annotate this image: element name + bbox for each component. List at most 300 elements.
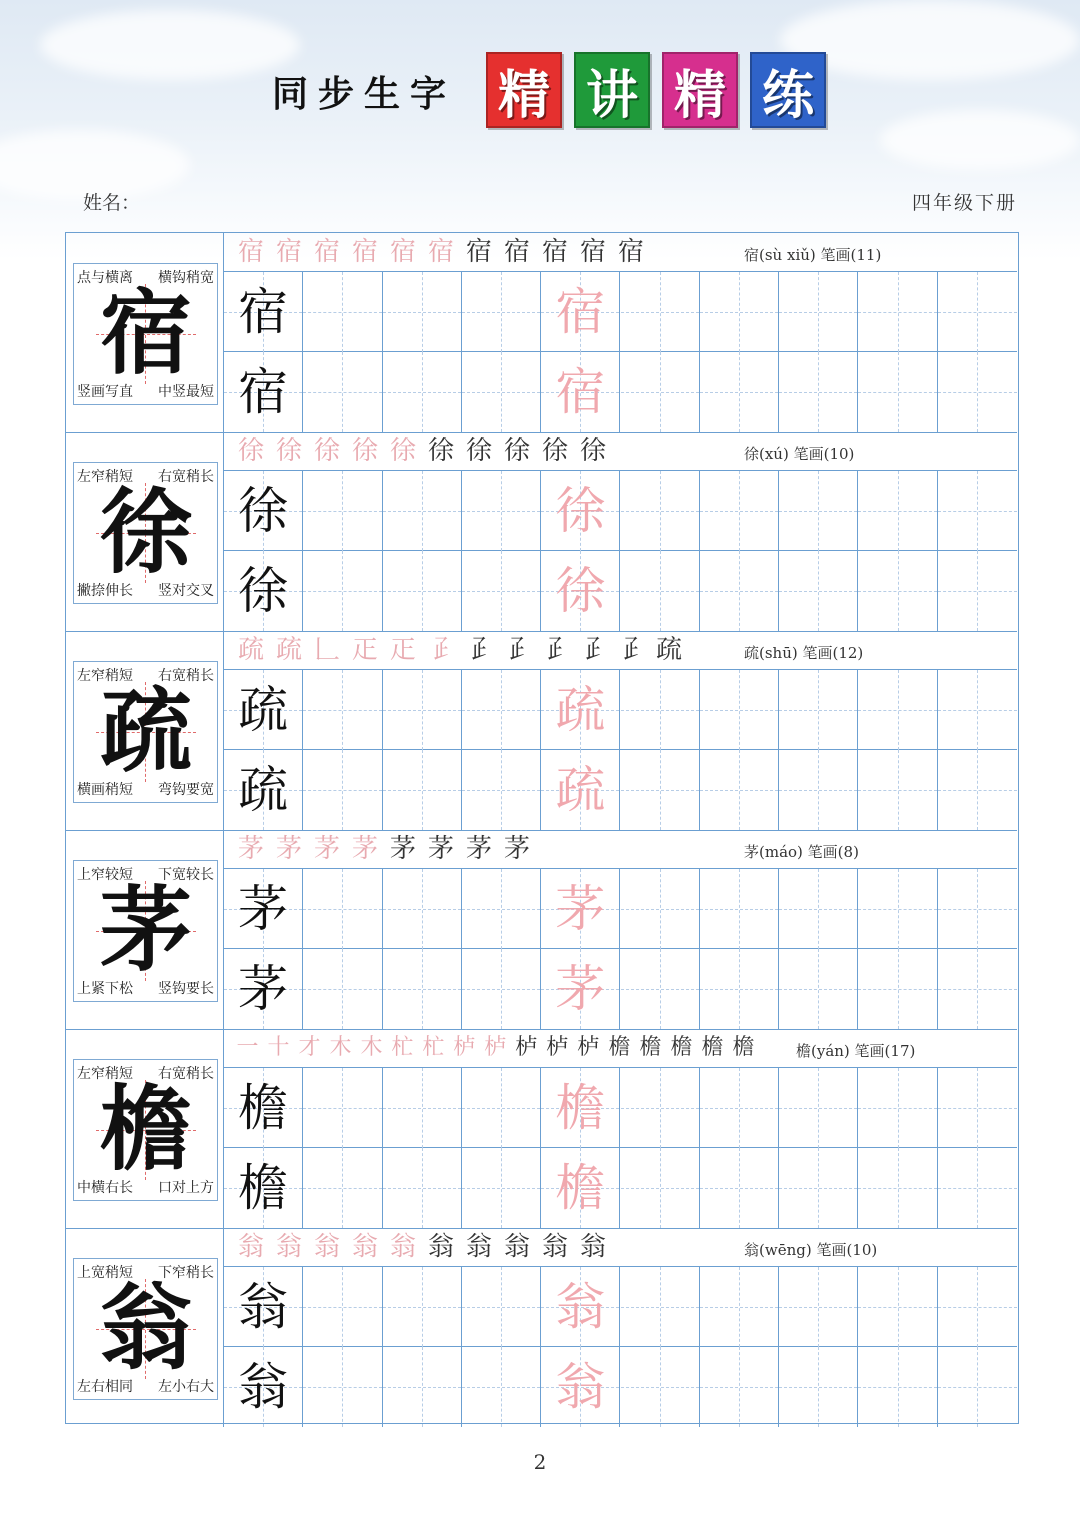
- cell-guide: [303, 710, 381, 711]
- practice-cell[interactable]: [938, 551, 1017, 631]
- stroke-step: 栌: [453, 1035, 476, 1060]
- practice-cell[interactable]: [224, 1148, 303, 1228]
- practice-cell[interactable]: [224, 272, 303, 352]
- practice-cell[interactable]: [779, 1068, 858, 1148]
- practice-cell[interactable]: [621, 1347, 700, 1427]
- block-divider: [66, 1228, 1017, 1229]
- stroke-step: 茅: [351, 834, 378, 864]
- cell-guide: [700, 989, 778, 990]
- stroke-step: 檐: [701, 1035, 724, 1060]
- practice-row: [224, 551, 1017, 631]
- stroke-step: 杧: [391, 1035, 414, 1060]
- cell-guide: [383, 989, 461, 990]
- practice-cell[interactable]: [700, 949, 779, 1029]
- practice-cell[interactable]: [541, 551, 620, 631]
- stroke-step: 宿: [617, 237, 644, 267]
- cell-guide: [383, 909, 461, 910]
- cell-guide: [700, 312, 778, 313]
- cell-guide: [462, 392, 540, 393]
- name-label: 姓名：: [83, 192, 141, 214]
- cell-guide: [303, 909, 381, 910]
- practice-cell[interactable]: [779, 1267, 858, 1347]
- practice-cell[interactable]: [779, 869, 858, 949]
- practice-cell[interactable]: [303, 352, 382, 432]
- stroke-step: 徐: [389, 436, 416, 466]
- title-badges: [486, 52, 826, 128]
- block-divider: [66, 432, 1017, 433]
- practice-cell[interactable]: [858, 949, 937, 1029]
- stroke-step: 徐: [465, 436, 492, 466]
- stroke-step: 宿: [351, 237, 378, 267]
- stroke-step: 翁: [579, 1232, 606, 1262]
- practice-cell[interactable]: [462, 949, 541, 1029]
- cell-guide: [938, 909, 1017, 910]
- cell-guide: [858, 511, 936, 512]
- stroke-step: 徐: [275, 436, 302, 466]
- practice-cell[interactable]: [938, 869, 1017, 949]
- practice-cell[interactable]: [303, 869, 382, 949]
- writing-tips-card: [66, 631, 224, 830]
- practice-cell[interactable]: [462, 1148, 541, 1228]
- cell-guide: [779, 909, 857, 910]
- practice-cell[interactable]: [224, 1068, 303, 1148]
- cell-guide: [858, 1387, 936, 1388]
- stroke-step: 翁: [351, 1232, 378, 1262]
- pinyin-stroke-count: 茅(máo) 笔画(8): [744, 843, 859, 861]
- cell-guide: [858, 312, 936, 313]
- practice-cell[interactable]: [858, 471, 937, 551]
- cell-guide: [938, 1307, 1017, 1308]
- practice-cell[interactable]: [700, 1148, 779, 1228]
- writing-tip: 上宽稍短: [77, 1265, 133, 1281]
- cell-guide: [938, 710, 1017, 711]
- practice-cell[interactable]: [303, 670, 382, 750]
- cell-guide: [700, 790, 778, 791]
- title-badge: 练: [750, 52, 826, 128]
- practice-cell[interactable]: [700, 670, 779, 750]
- stroke-step: 𤴔: [465, 635, 492, 665]
- stroke-order-row: [224, 1228, 1017, 1267]
- writing-tip: 竖画写直: [77, 384, 133, 400]
- writing-tip: 中横右长: [77, 1180, 133, 1196]
- cell-guide: [462, 909, 540, 910]
- practice-cell[interactable]: [621, 750, 700, 830]
- stroke-step: 翁: [503, 1232, 530, 1262]
- writing-tip: 竖对交叉: [158, 583, 214, 599]
- practice-cell[interactable]: [621, 471, 700, 551]
- practice-sheet: [65, 232, 1019, 1424]
- practice-cell[interactable]: [541, 1148, 620, 1228]
- practice-cell[interactable]: [938, 272, 1017, 352]
- practice-cell[interactable]: [224, 949, 303, 1029]
- practice-cell[interactable]: [541, 1068, 620, 1148]
- practice-cell[interactable]: [224, 551, 303, 631]
- cell-guide: [462, 710, 540, 711]
- stroke-order-row: [224, 631, 1017, 670]
- practice-cell[interactable]: [858, 1148, 937, 1228]
- practice-area: [224, 432, 1017, 631]
- practice-cell[interactable]: [462, 551, 541, 631]
- trace-character: 宿: [555, 363, 606, 421]
- practice-cell[interactable]: [383, 471, 462, 551]
- trace-character: 徐: [555, 562, 606, 620]
- practice-cell[interactable]: [541, 750, 620, 830]
- practice-area: [224, 1029, 1017, 1228]
- stroke-step: 𠃊: [313, 635, 340, 665]
- practice-cell[interactable]: [779, 949, 858, 1029]
- practice-row: [224, 869, 1017, 949]
- stroke-step: 𤴔: [427, 635, 454, 665]
- writing-tip: 左窄稍短: [77, 668, 133, 684]
- practice-cell[interactable]: [541, 1267, 620, 1347]
- cell-guide: [621, 312, 699, 313]
- practice-row: [224, 750, 1017, 830]
- cell-guide: [779, 710, 857, 711]
- model-character-box: [73, 462, 218, 604]
- practice-row: [224, 1148, 1017, 1228]
- writing-tip: 横画稍短: [77, 782, 133, 798]
- practice-cell[interactable]: [779, 1347, 858, 1427]
- cell-guide: [779, 511, 857, 512]
- example-character: 翁: [238, 1278, 289, 1336]
- character-block: [66, 830, 1017, 1029]
- writing-tips-card: [66, 233, 224, 432]
- cell-guide: [779, 1307, 857, 1308]
- stroke-step: 茅: [503, 834, 530, 864]
- writing-tip: 下窄稍长: [158, 1265, 214, 1281]
- practice-cell[interactable]: [541, 670, 620, 750]
- practice-cell[interactable]: [303, 949, 382, 1029]
- stroke-step: 𤴔: [503, 635, 530, 665]
- stroke-order-row: [224, 830, 1017, 869]
- stroke-step: 宿: [275, 237, 302, 267]
- practice-cell[interactable]: [541, 949, 620, 1029]
- practice-cell[interactable]: [779, 352, 858, 432]
- practice-row: [224, 471, 1017, 551]
- practice-cell[interactable]: [383, 949, 462, 1029]
- stroke-step: 𤴔: [579, 635, 606, 665]
- practice-cell[interactable]: [938, 352, 1017, 432]
- practice-cell[interactable]: [858, 1347, 937, 1427]
- stroke-step: 翁: [313, 1232, 340, 1262]
- model-character: 翁: [99, 1275, 192, 1382]
- stroke-step: 宿: [465, 237, 492, 267]
- practice-area: [224, 1228, 1017, 1427]
- practice-cell[interactable]: [462, 869, 541, 949]
- trace-character: 翁: [555, 1358, 606, 1416]
- cell-guide: [303, 312, 381, 313]
- stroke-step: 木: [360, 1035, 383, 1060]
- writing-tip: 左小右大: [158, 1379, 214, 1395]
- cell-guide: [779, 1188, 857, 1189]
- practice-cell[interactable]: [858, 670, 937, 750]
- practice-cell[interactable]: [462, 272, 541, 352]
- writing-tip: 口对上方: [158, 1180, 214, 1196]
- practice-cell[interactable]: [779, 551, 858, 631]
- practice-cell[interactable]: [700, 352, 779, 432]
- practice-cell[interactable]: [462, 352, 541, 432]
- stroke-step: 一: [236, 1035, 259, 1060]
- stroke-step: 徐: [427, 436, 454, 466]
- writing-tip: 中竖最短: [158, 384, 214, 400]
- cell-guide: [858, 909, 936, 910]
- stroke-step: 茅: [389, 834, 416, 864]
- cell-guide: [779, 392, 857, 393]
- cell-guide: [621, 989, 699, 990]
- model-character-box: [73, 860, 218, 1002]
- writing-tips-card: [66, 1029, 224, 1228]
- cell-guide: [700, 1387, 778, 1388]
- cell-guide: [700, 1108, 778, 1109]
- stroke-step: 十: [267, 1035, 290, 1060]
- practice-cell[interactable]: [541, 272, 620, 352]
- writing-tips-card: [66, 1228, 224, 1427]
- writing-tip: 左窄稍短: [77, 469, 133, 485]
- practice-cell[interactable]: [303, 471, 382, 551]
- page-title: 同步生字: [272, 74, 457, 115]
- practice-cell[interactable]: [938, 471, 1017, 551]
- practice-cell[interactable]: [621, 670, 700, 750]
- practice-cell[interactable]: [779, 750, 858, 830]
- cell-guide: [383, 1188, 461, 1189]
- cell-guide: [858, 392, 936, 393]
- practice-cell[interactable]: [383, 1267, 462, 1347]
- practice-cell[interactable]: [858, 1068, 937, 1148]
- practice-cell[interactable]: [462, 471, 541, 551]
- stroke-step: 宿: [427, 237, 454, 267]
- practice-cell[interactable]: [858, 1267, 937, 1347]
- title-badge: 精: [662, 52, 738, 128]
- cell-guide: [858, 1307, 936, 1308]
- trace-character: 疏: [555, 761, 606, 819]
- practice-cell[interactable]: [858, 869, 937, 949]
- cell-guide: [383, 312, 461, 313]
- stroke-step: 栌: [546, 1035, 569, 1060]
- practice-cell[interactable]: [700, 869, 779, 949]
- character-block: [66, 1228, 1017, 1427]
- practice-cell[interactable]: [224, 1347, 303, 1427]
- cell-guide: [462, 1387, 540, 1388]
- stroke-step: 茅: [275, 834, 302, 864]
- stroke-step: 翁: [541, 1232, 568, 1262]
- practice-cell[interactable]: [621, 551, 700, 631]
- practice-cell[interactable]: [383, 750, 462, 830]
- practice-cell[interactable]: [224, 869, 303, 949]
- cell-guide: [938, 392, 1017, 393]
- practice-cell[interactable]: [621, 1148, 700, 1228]
- stroke-order-sequence: [234, 1231, 610, 1263]
- stroke-order-row: [224, 233, 1017, 272]
- trace-character: 茅: [555, 960, 606, 1018]
- practice-cell[interactable]: [700, 1267, 779, 1347]
- practice-cell[interactable]: [383, 869, 462, 949]
- cell-guide: [621, 591, 699, 592]
- practice-cell[interactable]: [303, 272, 382, 352]
- cell-guide: [303, 392, 381, 393]
- block-divider: [66, 631, 1017, 632]
- stroke-step: 茅: [313, 834, 340, 864]
- practice-cell[interactable]: [303, 1068, 382, 1148]
- stroke-step: 宿: [313, 237, 340, 267]
- practice-cell[interactable]: [303, 1267, 382, 1347]
- practice-cell[interactable]: [383, 272, 462, 352]
- model-character: 茅: [99, 877, 192, 984]
- stroke-step: 𤴔: [617, 635, 644, 665]
- block-divider: [66, 1029, 1017, 1030]
- stroke-step: 茅: [237, 834, 264, 864]
- writing-tip: 右宽稍长: [158, 469, 214, 485]
- example-character: 疏: [238, 761, 289, 819]
- practice-cell[interactable]: [621, 1267, 700, 1347]
- practice-cell[interactable]: [858, 551, 937, 631]
- example-character: 疏: [238, 681, 289, 739]
- cell-guide: [938, 790, 1017, 791]
- practice-cell[interactable]: [938, 1068, 1017, 1148]
- practice-cell[interactable]: [303, 750, 382, 830]
- stroke-step: 徐: [351, 436, 378, 466]
- stroke-step: 疏: [655, 635, 682, 665]
- cell-guide: [621, 1307, 699, 1308]
- cell-guide: [303, 591, 381, 592]
- practice-cell[interactable]: [621, 869, 700, 949]
- practice-cell[interactable]: [938, 1148, 1017, 1228]
- practice-row: [224, 1347, 1017, 1427]
- practice-cell[interactable]: [700, 1068, 779, 1148]
- practice-cell[interactable]: [383, 551, 462, 631]
- practice-cell[interactable]: [938, 670, 1017, 750]
- cell-guide: [779, 591, 857, 592]
- practice-cell[interactable]: [383, 1148, 462, 1228]
- practice-cell[interactable]: [383, 352, 462, 432]
- practice-cell[interactable]: [700, 272, 779, 352]
- practice-cell[interactable]: [303, 1347, 382, 1427]
- example-character: 徐: [238, 562, 289, 620]
- practice-cell[interactable]: [700, 1347, 779, 1427]
- practice-cell[interactable]: [541, 1347, 620, 1427]
- model-character-box: [73, 661, 218, 803]
- practice-cell[interactable]: [700, 471, 779, 551]
- model-character-box: [73, 1258, 218, 1400]
- example-character: 徐: [238, 482, 289, 540]
- practice-cell[interactable]: [383, 670, 462, 750]
- writing-tips-card: [66, 432, 224, 631]
- practice-cell[interactable]: [303, 551, 382, 631]
- practice-cell[interactable]: [858, 750, 937, 830]
- practice-cell[interactable]: [700, 551, 779, 631]
- sky-background: [0, 0, 1080, 260]
- practice-cell[interactable]: [224, 750, 303, 830]
- practice-cell[interactable]: [621, 949, 700, 1029]
- practice-cell[interactable]: [303, 1148, 382, 1228]
- practice-cell[interactable]: [224, 471, 303, 551]
- example-character: 檐: [238, 1079, 289, 1137]
- stroke-order-sequence: [234, 634, 686, 666]
- practice-row: [224, 949, 1017, 1029]
- practice-cell[interactable]: [541, 352, 620, 432]
- cell-guide: [462, 591, 540, 592]
- practice-cell[interactable]: [779, 272, 858, 352]
- cell-guide: [621, 1188, 699, 1189]
- practice-cell[interactable]: [383, 1347, 462, 1427]
- practice-cell[interactable]: [700, 750, 779, 830]
- practice-cell[interactable]: [938, 750, 1017, 830]
- stroke-step: 𤴓: [351, 635, 378, 665]
- practice-cell[interactable]: [224, 352, 303, 432]
- stroke-order-sequence: [234, 1032, 757, 1064]
- cell-guide: [621, 790, 699, 791]
- cell-guide: [303, 790, 381, 791]
- writing-tip: 左窄稍短: [77, 1066, 133, 1082]
- example-character: 檐: [238, 1159, 289, 1217]
- stroke-step: 宿: [503, 237, 530, 267]
- stroke-order-sequence: [234, 833, 534, 865]
- practice-cell[interactable]: [858, 352, 937, 432]
- cell-guide: [303, 1307, 381, 1308]
- practice-cell[interactable]: [938, 1347, 1017, 1427]
- model-character: 檐: [99, 1076, 192, 1183]
- stroke-order-row: [224, 1029, 1017, 1068]
- practice-cell[interactable]: [462, 750, 541, 830]
- cell-guide: [700, 909, 778, 910]
- practice-cell[interactable]: [541, 869, 620, 949]
- cell-guide: [462, 790, 540, 791]
- stroke-step: 栌: [484, 1035, 507, 1060]
- stroke-step: 檐: [639, 1035, 662, 1060]
- practice-cell[interactable]: [224, 670, 303, 750]
- cell-guide: [779, 312, 857, 313]
- practice-cell[interactable]: [621, 352, 700, 432]
- stroke-step: 檐: [670, 1035, 693, 1060]
- practice-cell[interactable]: [938, 1267, 1017, 1347]
- writing-tip: 下宽较长: [158, 867, 214, 883]
- practice-cell[interactable]: [779, 670, 858, 750]
- cell-guide: [383, 511, 461, 512]
- writing-tip: 竖钩要长: [158, 981, 214, 997]
- practice-cell[interactable]: [462, 670, 541, 750]
- example-character: 宿: [238, 283, 289, 341]
- cell-guide: [700, 1307, 778, 1308]
- cell-guide: [462, 312, 540, 313]
- practice-cell[interactable]: [779, 471, 858, 551]
- stroke-step: 才: [298, 1035, 321, 1060]
- practice-cell[interactable]: [858, 272, 937, 352]
- cell-guide: [700, 1188, 778, 1189]
- practice-cell[interactable]: [224, 1267, 303, 1347]
- practice-cell[interactable]: [938, 949, 1017, 1029]
- character-block: [66, 432, 1017, 631]
- cell-guide: [858, 710, 936, 711]
- stroke-step: 宿: [579, 237, 606, 267]
- block-divider: [66, 830, 1017, 831]
- practice-cell[interactable]: [621, 272, 700, 352]
- practice-cell[interactable]: [462, 1068, 541, 1148]
- writing-tip: 点与横离: [77, 270, 133, 286]
- practice-cell[interactable]: [383, 1068, 462, 1148]
- pinyin-stroke-count: 疏(shū) 笔画(12): [744, 644, 864, 662]
- stroke-step: 𤴔: [541, 635, 568, 665]
- practice-cell[interactable]: [462, 1347, 541, 1427]
- cell-guide: [938, 989, 1017, 990]
- practice-cell[interactable]: [779, 1148, 858, 1228]
- trace-character: 檐: [555, 1079, 606, 1137]
- cell-guide: [383, 1387, 461, 1388]
- cell-guide: [779, 1387, 857, 1388]
- practice-cell[interactable]: [621, 1068, 700, 1148]
- cell-guide: [700, 392, 778, 393]
- practice-cell[interactable]: [541, 471, 620, 551]
- practice-area: [224, 830, 1017, 1029]
- practice-cell[interactable]: [462, 1267, 541, 1347]
